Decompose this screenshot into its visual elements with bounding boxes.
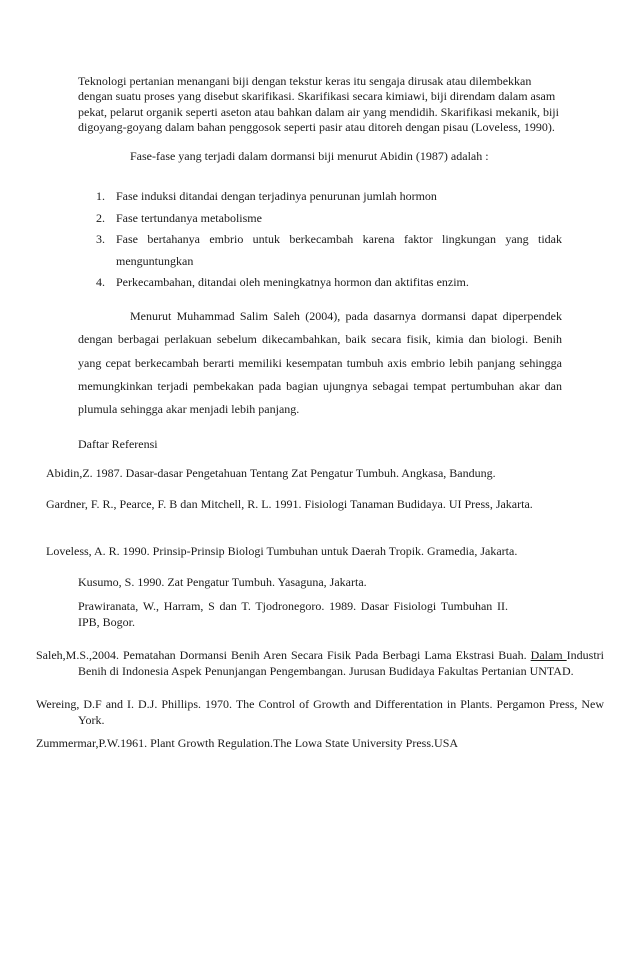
list-item bbox=[78, 229, 562, 272]
dormancy-phases-list bbox=[78, 186, 562, 294]
list-item bbox=[78, 186, 562, 208]
list-item bbox=[78, 208, 562, 230]
list-text: Fase tertundanya metabolisme bbox=[116, 210, 262, 225]
list-text: Fase induksi ditandai dengan terjadinya penurunan jumlah hormon bbox=[116, 189, 437, 203]
list-number: 1. bbox=[96, 189, 105, 203]
list-number: 3. bbox=[96, 232, 105, 246]
reference-saleh-source: Industri Benih di Indonesia Aspek Penunjangan Pengembangan. Jurusan Budidaya Fakultas Pertanian UNTAD. bbox=[78, 648, 604, 678]
list-item bbox=[78, 272, 562, 294]
references-heading: Daftar Referensi bbox=[78, 437, 158, 451]
reference-prawiranata: Prawiranata, W., Harram, S dan T. Tjodronegoro. 1989. Dasar Fisiologi Tumbuhan II. IPB, Bogor. bbox=[78, 599, 508, 629]
reference-saleh bbox=[36, 648, 604, 679]
list-number: 4. bbox=[96, 275, 105, 289]
reference-wereing: Wereing, D.F and I. D.J. Phillips. 1970. The Control of Growth and Differentation in Plants. Pergamon Press, New York. bbox=[36, 697, 604, 727]
reference-abidin: Abidin,Z. 1987. Dasar-dasar Pengetahuan Tentang Zat Pengatur Tumbuh. Angkasa, Bandung. bbox=[46, 466, 496, 480]
paragraph-phases-intro: Fase-fase yang terjadi dalam dormansi biji menurut Abidin (1987) adalah : bbox=[130, 149, 489, 163]
reference-saleh-text: Saleh,M.S.,2004. Pematahan Dormansi Benih Aren Secara Fisik Pada Berbagi Lama Ekstrasi Buah. bbox=[36, 648, 531, 662]
reference-kusumo: Kusumo, S. 1990. Zat Pengatur Tumbuh. Yasaguna, Jakarta. bbox=[78, 575, 367, 589]
list-text: Perkecambahan, ditandai oleh meningkatnya hormon dan aktifitas enzim. bbox=[116, 275, 469, 289]
reference-zummermar: Zummermar,P.W.1961. Plant Growth Regulation.The Lowa State University Press.USA bbox=[36, 736, 459, 750]
list-text: Fase bertahanya embrio untuk berkecambah karena faktor lingkungan yang tidak menguntungkan bbox=[116, 232, 562, 268]
reference-saleh-dalam: Dalam bbox=[530, 648, 567, 662]
paragraph-saleh: Menurut Muhammad Salim Saleh (2004), pada dasarnya dormansi dapat diperpendek dengan berbagai perlakuan sebelum dikecambahkan, baik secara fisik, kimia dan biologi. Benih yang cepat berkecambah berarti memiliki kesempatan tumbuh axis embrio lebih panjang sehingga memungkinkan terjadi pembekakan pada bagian ujungnya sebagai tempat pertumbuhan akar dan plumula sehingga akar menjadi lebih panjang. bbox=[78, 309, 562, 417]
list-number: 2. bbox=[96, 210, 105, 225]
paragraph-scarification: Teknologi pertanian menangani biji dengan tekstur keras itu sengaja dirusak atau dilembekkan dengan suatu proses yang disebut skarifikasi. Skarifikasi secara kimiawi, biji direndam dalam asam pekat, pelarut organik seperti aseton atau bahkan dalam air yang mendidih. Skarifikasi mekanik, biji digoyang-goyang dalam bahan penggosok seperti pasir atau ditoreh dengan pisau (Loveless, 1990). bbox=[78, 74, 559, 135]
reference-gardner: Gardner, F. R., Pearce, F. B dan Mitchell, R. L. 1991. Fisiologi Tanaman Budidaya. UI Press, Jakarta. bbox=[46, 497, 533, 511]
reference-loveless: Loveless, A. R. 1990. Prinsip-Prinsip Biologi Tumbuhan untuk Daerah Tropik. Gramedia, Jakarta. bbox=[46, 544, 518, 558]
